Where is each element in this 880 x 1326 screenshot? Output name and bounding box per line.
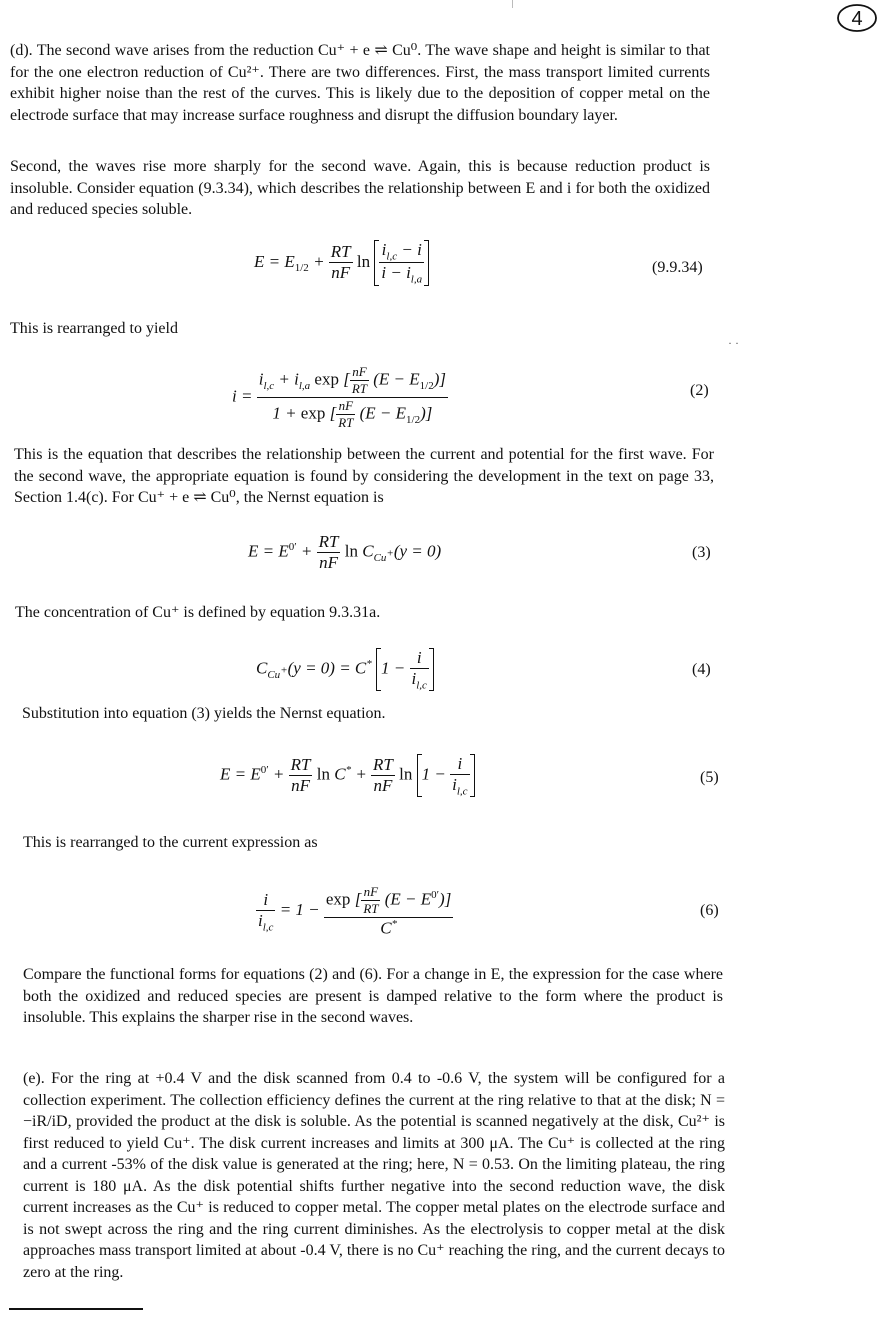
scan-artifact-tick	[512, 0, 513, 8]
paragraph-d-intro: (d). The second wave arises from the reduction Cu⁺ + e ⇌ Cu⁰. The wave shape and height is similar to that for the one electron reduction of Cu²⁺. There are two differences. First, the mass transport limited currents exhibit higher noise than the rest of the curves. This is likely due to the deposition of copper metal on the electrode surface that may increase surface roughness and disrupt the diffusion boundary layer.	[10, 42, 710, 124]
equation-label-9-9-34: (9.9.34)	[652, 259, 703, 276]
equation-5: $E = E^{0'}$ + $\frac{RT}{nF}$ ln C* + $\frac{RT}{nF}$ ln 1 − $\frac{i}{i_{l,c}}$	[220, 754, 475, 797]
paragraph-compare-forms: Compare the functional forms for equations (2) and (6). For a change in E, the expression for the case where both the oxidized and reduced species are present is damped relative to the form where the product is insoluble. This explains the sharper rise in the second waves.	[23, 966, 723, 1026]
equation-2: i = $i_{l,c} + i_{l,a}$ exp [ $\frac{nF}{RT}$ $(E - E_{1/2})$] 1 + exp [ $\frac{nF}{RT}$ $(E - E_{1/2})$]	[232, 364, 446, 430]
equation-6: $\frac{i}{i_{l,c}}$ = 1 − exp [ $\frac{nF}{RT}$ $(E - E^{0'})$] C*	[258, 884, 452, 938]
paragraph-cu-concentration: The concentration of Cu⁺ is defined by equation 9.3.31a.	[15, 604, 381, 621]
equation-label-2: (2)	[690, 382, 709, 399]
paragraph-current-expression: This is rearranged to the current expression as	[23, 834, 318, 851]
equation-label-6: (6)	[700, 902, 719, 919]
page-number: 4	[851, 8, 863, 30]
equation-label-3: (3)	[692, 544, 711, 561]
equation-4: $C_{Cu^+}(y = 0) = C^*$ 1 − $\frac{i}{i_{l,c}}$	[256, 648, 434, 691]
equation-3: $E = E^{0'}$ + $\frac{RT}{nF}$ $\ln C_{Cu^+}(y = 0)$	[248, 532, 442, 572]
paragraph-first-wave-relation: This is the equation that describes the relationship between the current and potential for the first wave. For the second wave, the appropriate equation is found by considering the development in the text on page 33, Section 1.4(c). For Cu⁺ + e ⇌ Cu⁰, the Nernst equation is	[14, 446, 714, 506]
paragraph-part-e: (e). For the ring at +0.4 V and the disk scanned from 0.4 to -0.6 V, the system will be configured for a collection experiment. The collection efficiency defines the current at the ring relative to that at the disk; N = −iR/iD, provided the product at the disk is soluble. As the potential is scanned negatively at the disk, Cu²⁺ is first reduced to yield Cu⁺. The disk current increases and limits at 300 μA. The Cu⁺ is collected at the ring and a current -53% of the disk value is generated at the ring; here, N = 0.53. On the limiting plateau, the ring current is 180 μA. As the disk potential shifts further negative into the second reduction wave, the disk current increases as the Cu⁺ is reduced to copper metal. The copper metal plates on the electrode surface and is not swept across the ring and the ring current diminishes. As the electrolysis to copper metal at the disk approaches mass transport limited at about -0.4 V, there is no Cu⁺ reaching the ring, and the current decays to zero at the ring.	[23, 1070, 725, 1281]
equation-label-5: (5)	[700, 769, 719, 786]
page-number-circle	[836, 2, 878, 34]
paragraph-d-second-wave: Second, the waves rise more sharply for the second wave. Again, this is because reduction product is insoluble. Consider equation (9.3.34), which describes the relationship between E and i for both the oxidized and reduced species soluble.	[10, 158, 710, 218]
equation-9-9-34: $E = E_{1/2}$ + $\frac{RT}{nF}$ ln $\frac{i_{l,c} - i}{i - i_{l,a}}$	[254, 240, 429, 286]
scan-artifact-dots: · ·	[728, 336, 739, 350]
equation-label-4: (4)	[692, 661, 711, 678]
paragraph-rearranged-yield: This is rearranged to yield	[10, 320, 178, 337]
paragraph-substitution: Substitution into equation (3) yields the Nernst equation.	[22, 705, 386, 722]
footnote-rule	[9, 1308, 143, 1310]
